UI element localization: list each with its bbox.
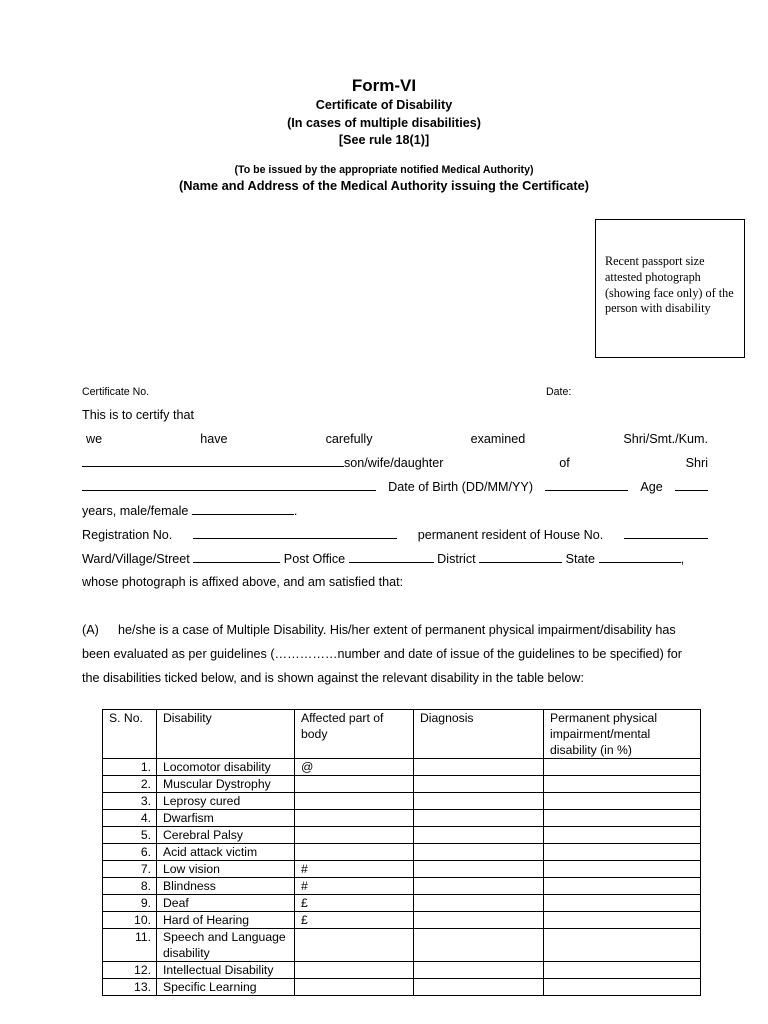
impairment-percent-cell[interactable] [544,878,701,895]
serial-no-cell: 8. [103,878,157,895]
state-label: State [565,552,596,566]
impairment-percent-cell[interactable] [544,759,701,776]
state-comma: , [680,552,685,566]
table-row [103,929,701,962]
impairment-percent-cell[interactable] [544,827,701,844]
disability-cell: Locomotor disability [157,759,295,776]
affected-part-cell[interactable]: @ [295,759,414,776]
issued-by-note: (To be issued by the appropriate notified Medical Authority) [234,164,534,176]
affected-part-cell[interactable] [295,844,414,861]
table-row [103,878,701,895]
disability-cell: Deaf [157,895,295,912]
impairment-percent-cell[interactable] [544,776,701,793]
disability-cell: Dwarfism [157,810,295,827]
affected-part-cell[interactable]: # [295,878,414,895]
impairment-percent-cell[interactable] [544,962,701,979]
header-serial-no: S. No. [103,710,157,759]
diagnosis-cell[interactable] [414,878,544,895]
serial-no-cell: 9. [103,895,157,912]
table-row [103,895,701,912]
header-impairment-percent: Permanent physical impairment/mental disability (in %) [544,710,701,759]
table-row [103,912,701,929]
disability-cell: Hard of Hearing [157,912,295,929]
dob-field[interactable] [545,478,628,491]
serial-no-cell: 7. [103,861,157,878]
impairment-percent-cell[interactable] [544,844,701,861]
gender-period: . [293,504,298,518]
disability-table [102,709,701,996]
diagnosis-cell[interactable] [414,912,544,929]
age-field[interactable] [675,478,708,491]
examined-word-5: Shri/Smt./Kum. [623,432,708,446]
disability-cell: Leprosy cured [157,793,295,810]
diagnosis-cell[interactable] [414,759,544,776]
gender-field[interactable] [192,502,294,515]
table-row [103,962,701,979]
affected-part-cell[interactable] [295,827,414,844]
photograph-box[interactable] [595,219,745,358]
serial-no-cell: 2. [103,776,157,793]
disability-cell: Speech and Language disability [157,929,295,962]
diagnosis-cell[interactable] [414,962,544,979]
post-office-label: Post Office [283,552,346,566]
certificate-title: Certificate of Disability [315,98,453,112]
rule-reference: [See rule 18(1)] [338,133,430,147]
table-row [103,793,701,810]
serial-no-cell: 12. [103,962,157,979]
certify-line: This is to certify that [82,408,194,422]
header-affected-part: Affected part of body [295,710,414,759]
disability-cell: Acid attack victim [157,844,295,861]
gender-line [82,502,708,520]
affected-part-cell[interactable] [295,776,414,793]
serial-no-cell: 3. [103,793,157,810]
serial-no-cell: 10. [103,912,157,929]
table-row [103,759,701,776]
disability-cell: Cerebral Palsy [157,827,295,844]
ward-label: Ward/Village/Street [82,552,190,566]
diagnosis-cell[interactable] [414,776,544,793]
state-field[interactable] [599,550,681,563]
relation-label: son/wife/daughter [344,456,444,470]
registration-line [82,526,708,544]
diagnosis-cell[interactable] [414,793,544,810]
disability-cell: Blindness [157,878,295,895]
registration-label: Registration No. [82,528,173,542]
impairment-percent-cell[interactable] [544,861,701,878]
impairment-percent-cell[interactable] [544,895,701,912]
affected-part-cell[interactable] [295,793,414,810]
impairment-percent-cell[interactable] [544,912,701,929]
registration-field[interactable] [193,526,397,539]
examined-word-4: examined [470,432,526,446]
photograph-instructions: Recent passport size attested photograph (showing face only) of the person with disability [605,254,734,316]
name-field[interactable] [82,454,344,467]
serial-no-cell: 11. [103,929,157,962]
examined-line [86,430,708,448]
diagnosis-cell[interactable] [414,895,544,912]
district-field[interactable] [479,550,562,563]
house-number-field[interactable] [624,526,708,539]
of-label: of [559,456,570,470]
resident-label: permanent resident of House No. [417,528,604,542]
shri-label: Shri [685,456,708,470]
table-row [103,776,701,793]
affected-part-cell[interactable] [295,962,414,979]
impairment-percent-cell[interactable] [544,929,701,962]
section-a-marker: (A) [82,623,99,637]
disability-cell: Intellectual Disability [157,962,295,979]
diagnosis-cell[interactable] [414,979,544,996]
diagnosis-cell[interactable] [414,929,544,962]
district-label: District [437,552,476,566]
serial-no-cell: 1. [103,759,157,776]
section-a-line-2: been evaluated as per guidelines (……………number and date of issue of the guidelines to be specified) for [82,647,682,661]
form-title: Form-VI [351,76,417,95]
dob-line [82,478,708,496]
table-row [103,861,701,878]
serial-no-cell: 5. [103,827,157,844]
impairment-percent-cell[interactable] [544,793,701,810]
impairment-percent-cell[interactable] [544,810,701,827]
disability-cell: Muscular Dystrophy [157,776,295,793]
affected-part-cell[interactable]: # [295,861,414,878]
impairment-percent-cell[interactable] [544,979,701,996]
header-disability: Disability [157,710,295,759]
section-a-line-1: he/she is a case of Multiple Disability. His/her extent of permanent physical impairment/disability has [118,623,676,637]
affected-part-cell[interactable] [295,810,414,827]
diagnosis-cell[interactable] [414,810,544,827]
ward-field[interactable] [193,550,280,563]
table-row [103,844,701,861]
relation-line [82,454,708,472]
table-row [103,810,701,827]
age-label: Age [640,480,663,494]
disability-cell: Low vision [157,861,295,878]
affected-part-cell[interactable] [295,929,414,962]
serial-no-cell: 13. [103,979,157,996]
examined-word-1: we [86,432,103,446]
table-row [103,827,701,844]
address-line [82,550,708,568]
diagnosis-cell[interactable] [414,844,544,861]
diagnosis-cell[interactable] [414,861,544,878]
guardian-name-field[interactable] [82,478,376,491]
serial-no-cell: 6. [103,844,157,861]
table-row [103,979,701,996]
certificate-subtitle: (In cases of multiple disabilities) [287,116,481,130]
header-diagnosis: Diagnosis [414,710,544,759]
date-label: Date: [546,386,572,398]
section-a-line-3: the disabilities ticked below, and is shown against the relevant disability in the table below: [82,671,584,685]
examined-word-3: carefully [325,432,373,446]
examined-word-2: have [200,432,228,446]
serial-no-cell: 4. [103,810,157,827]
diagnosis-cell[interactable] [414,827,544,844]
certificate-number-label: Certificate No. [82,386,150,398]
affected-part-cell[interactable] [295,979,414,996]
dob-label: Date of Birth (DD/MM/YY) [388,480,534,494]
authority-heading: (Name and Address of the Medical Authority issuing the Certificate) [178,178,590,193]
disability-cell: Specific Learning [157,979,295,996]
gender-label: years, male/female [82,504,189,518]
post-office-field[interactable] [349,550,434,563]
affected-part-cell[interactable]: £ [295,912,414,929]
photo-affixed-line: whose photograph is affixed above, and am satisfied that: [82,575,404,589]
affected-part-cell[interactable]: £ [295,895,414,912]
